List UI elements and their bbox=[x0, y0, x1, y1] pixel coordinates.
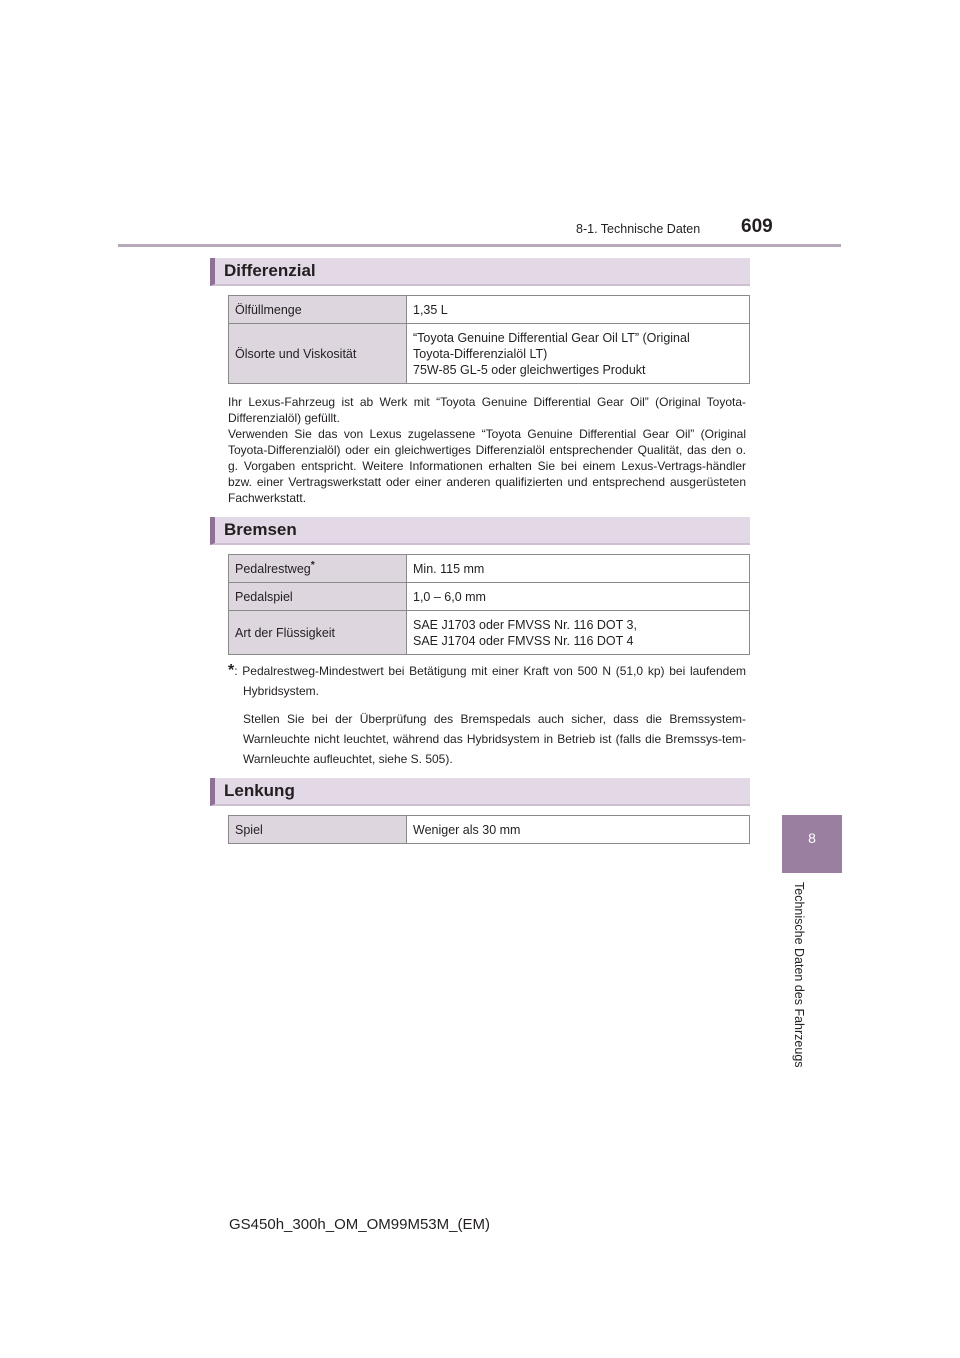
table-row bbox=[229, 555, 750, 583]
chapter-tab-number: 8 bbox=[808, 830, 816, 846]
page-number: 609 bbox=[741, 216, 773, 237]
spec-key: Ölfüllmenge bbox=[229, 296, 407, 324]
spec-key: Pedalrestweg* bbox=[229, 555, 407, 583]
footnote bbox=[228, 661, 746, 769]
chapter-tab bbox=[782, 815, 842, 873]
header-divider bbox=[118, 244, 841, 247]
paragraph-line: Verwenden Sie das von Lexus zugelassene “Toyota Genuine Differential Gear Oil” (Original Toyota-Differenzialöl) oder ein gleichwertiges Differenzialöl entsprechender Qualität, das den o. g. Vorgaben entspricht. Weitere Informationen erhalten Sie bei einem Lexus-Vertrags-händler bzw. einer Vertragswerkstatt oder einer anderen qualifizierten und entsprechend ausgerüsteten Fachwerkstatt. bbox=[228, 427, 746, 505]
section-heading-differenzial: Differenzial bbox=[210, 258, 750, 286]
paragraph bbox=[228, 394, 746, 506]
table-row bbox=[229, 296, 750, 324]
spec-table-lenkung bbox=[228, 815, 750, 844]
section-heading-lenkung: Lenkung bbox=[210, 778, 750, 806]
spec-value: 1,0 – 6,0 mm bbox=[407, 583, 750, 611]
spec-value bbox=[407, 611, 750, 655]
spec-value-line: Toyota-Differenzialöl LT) bbox=[413, 346, 548, 361]
spec-key: Pedalspiel bbox=[229, 583, 407, 611]
paragraph-line: Ihr Lexus-Fahrzeug ist ab Werk mit “Toyota Genuine Differential Gear Oil” (Original Toyota-Differenzialöl) gefüllt. bbox=[228, 395, 746, 425]
table-row bbox=[229, 324, 750, 384]
spec-value-line: “Toyota Genuine Differential Gear Oil LT” (Original bbox=[413, 330, 690, 345]
spec-value-line: SAE J1703 oder FMVSS Nr. 116 DOT 3, bbox=[413, 617, 637, 632]
spec-key: Spiel bbox=[229, 816, 407, 844]
footnote-text: : Pedalrestweg-Mindestwert bei Betätigung mit einer Kraft von 500 N (51,0 kp) bei laufendem Hybridsystem. bbox=[234, 664, 746, 698]
spec-key: Ölsorte und Viskosität bbox=[229, 324, 407, 384]
spec-value-line: SAE J1704 oder FMVSS Nr. 116 DOT 4 bbox=[413, 633, 634, 648]
table-row bbox=[229, 816, 750, 844]
spec-value: Min. 115 mm bbox=[407, 555, 750, 583]
spec-value: 1,35 L bbox=[407, 296, 750, 324]
section-heading-bremsen: Bremsen bbox=[210, 517, 750, 545]
table-row bbox=[229, 583, 750, 611]
spec-value-line: 75W-85 GL-5 oder gleichwertiges Produkt bbox=[413, 362, 646, 377]
spec-table-differenzial bbox=[228, 295, 750, 384]
spec-value: Weniger als 30 mm bbox=[407, 816, 750, 844]
footnote-marker: * bbox=[228, 662, 235, 679]
spec-table-bremsen bbox=[228, 554, 750, 655]
footnote-marker: * bbox=[310, 560, 315, 572]
footer-doc-code: GS450h_300h_OM_OM99M53M_(EM) bbox=[229, 1216, 490, 1233]
spec-value bbox=[407, 324, 750, 384]
page-header-chapter: 8-1. Technische Daten bbox=[576, 222, 701, 236]
note-text: Stellen Sie bei der Überprüfung des Bremspedals auch sicher, dass die Bremssystem-Warnleuchte nicht leuchtet, während das Hybridsystem in Betrieb ist (falls die Bremssys-tem-Warnleuchte aufleuchtet, siehe S. 505). bbox=[243, 712, 746, 766]
chapter-tab-label: Technische Daten des Fahrzeugs bbox=[792, 882, 806, 1068]
table-row bbox=[229, 611, 750, 655]
spec-key: Art der Flüssigkeit bbox=[229, 611, 407, 655]
